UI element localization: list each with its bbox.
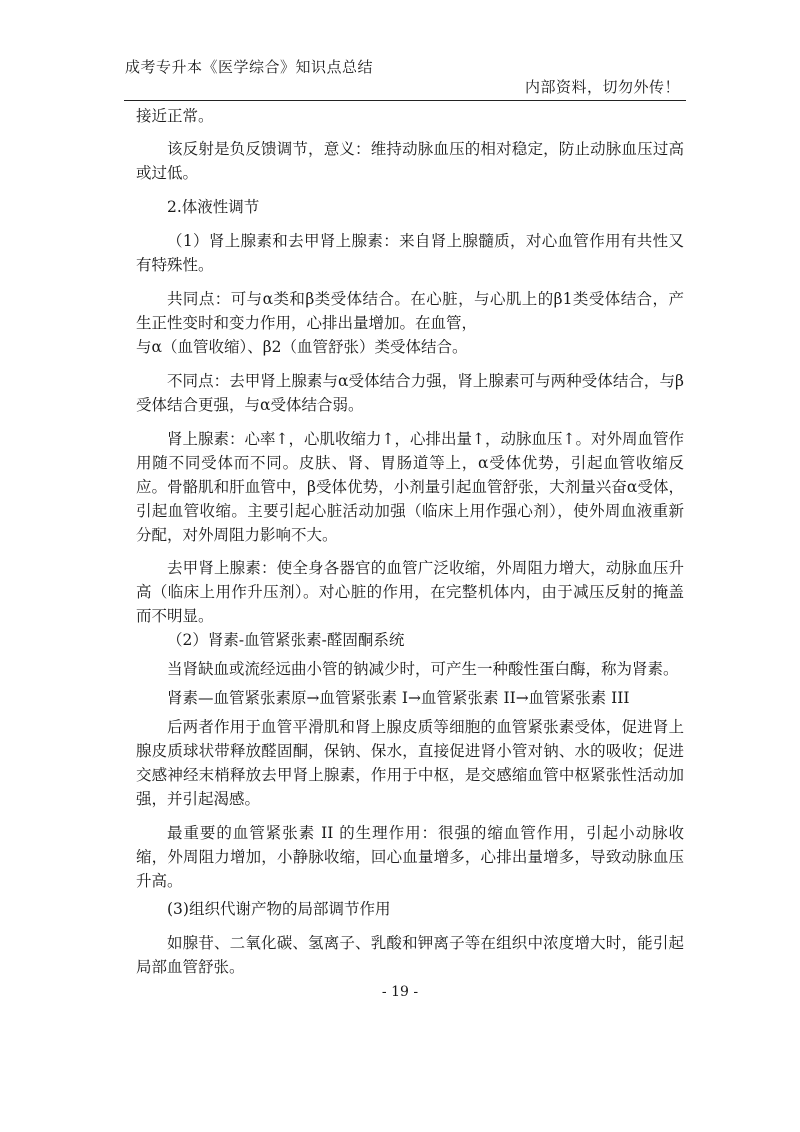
subsection-heading: (3)组织代谢产物的局部调节作用 [167, 900, 391, 918]
header-confidential-note: 内部资料，切勿外传！ [524, 78, 680, 96]
paragraph: 与α（血管收缩）、β2（血管舒张）类受体结合。 [136, 338, 468, 356]
header-rule [124, 100, 686, 101]
paragraph: 接近正常。 [136, 107, 214, 125]
subsection-heading: （2）肾素-血管紧张素-醛固酮系统 [167, 631, 405, 649]
paragraph: 共同点：可与α类和β类受体结合。在心脏，与心肌上的β1类受体结合，产生正性变时和变力作用，心排出量增加。在血管， [136, 290, 684, 332]
page-number: - 19 - [381, 984, 419, 1000]
paragraph: 不同点：去甲肾上腺素与α受体结合力强，肾上腺素可与两种受体结合，与β受体结合更强，与α受体结合弱。 [136, 372, 684, 414]
paragraph: 当肾缺血或流经远曲小管的钠减少时，可产生一种酸性蛋白酶，称为肾素。 [167, 660, 679, 678]
document-body [136, 104, 684, 979]
section-heading: 2.体液性调节 [167, 198, 260, 216]
paragraph: 肾素—血管紧张素原→血管紧张素 I→血管紧张素 II→血管紧张素 III [167, 689, 630, 707]
paragraph: 如腺苷、二氧化碳、氢离子、乳酸和钾离子等在组织中浓度增大时，能引起局部血管舒张。 [136, 934, 684, 976]
paragraph: 去甲肾上腺素：使全身各器官的血管广泛收缩，外周阻力增大，动脉血压升高（临床上用作升压剂）。对心脏的作用，在完整机体内，由于减压反射的掩盖而不明显。 [136, 559, 684, 625]
header-title: 成考专升本《医学综合》知识点总结 [125, 58, 374, 76]
paragraph: 该反射是负反馈调节，意义：维持动脉血压的相对稳定，防止动脉血压过高或过低。 [136, 140, 684, 182]
paragraph: 最重要的血管紧张素 II 的生理作用：很强的缩血管作用，引起小动脉收缩，外周阻力增加，小静脉收缩，回心血量增多，心排出量增多，导致动脉血压升高。 [136, 824, 684, 890]
paragraph: 后两者作用于血管平滑肌和肾上腺皮质等细胞的血管紧张素受体，促进肾上腺皮质球状带释放醛固酮，保钠、保水，直接促进肾小管对钠、水的吸收；促进交感神经末梢释放去甲肾上腺素，作用于中枢，是交感缩血管中枢紧张性活动加强，并引起渴感。 [136, 718, 684, 808]
paragraph: 肾上腺素：心率↑，心肌收缩力↑，心排出量↑，动脉血压↑。对外周血管作用随不同受体而不同。皮肤、肾、胃肠道等上，α受体优势，引起血管收缩反应。骨骼肌和肝血管中，β受体优势，小剂量引起血管舒张，大剂量兴奋α受体，引起血管收缩。主要引起心脏活动加强（临床上用作强心剂），使外周血液重新分配，对外周阻力影响不大。 [136, 430, 684, 544]
subsection-heading: （1）肾上腺素和去甲肾上腺素：来自肾上腺髓质，对心血管作用有共性又有特殊性。 [136, 232, 684, 274]
